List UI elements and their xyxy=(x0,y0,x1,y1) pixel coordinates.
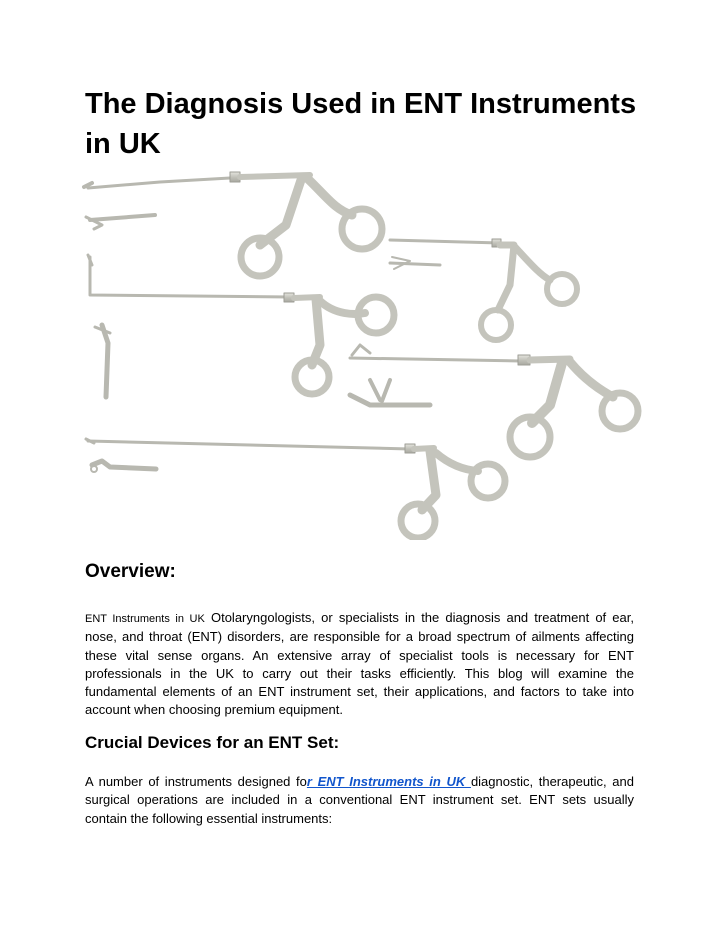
overview-heading: Overview: xyxy=(85,561,176,582)
overview-paragraph xyxy=(85,609,634,720)
crucial-devices-paragraph xyxy=(85,773,634,828)
ent-instruments-image xyxy=(80,165,650,540)
page-title: The Diagnosis Used in ENT Instruments in UK xyxy=(85,88,637,160)
ent-instruments-link[interactable]: r ENT Instruments in UK xyxy=(306,774,471,789)
overview-body-text: Otolaryngologists, or specialists in the diagnosis and treatment of ear, nose, and throat (ENT) disorders, are responsible for a broad spectrum of ailments affecting these vital sense organs. An extensive array of specialist tools is necessary for ENT professionals in the UK to carry out their tasks efficiently. This blog will examine the fundamental elements of an ENT instrument set, their applications, and factors to take into account when choosing premium equipment. xyxy=(85,610,634,718)
overview-lead-text: ENT Instruments in UK xyxy=(85,613,205,625)
crucial-devices-heading: Crucial Devices for an ENT Set: xyxy=(85,733,340,752)
crucial-text-before: A number of instruments designed fo xyxy=(85,774,307,789)
crucial-text-after: diagnostic, therapeutic, and surgical operations are included in a conventional ENT instrument set. ENT sets usually contain the following essential instruments: xyxy=(85,774,635,826)
